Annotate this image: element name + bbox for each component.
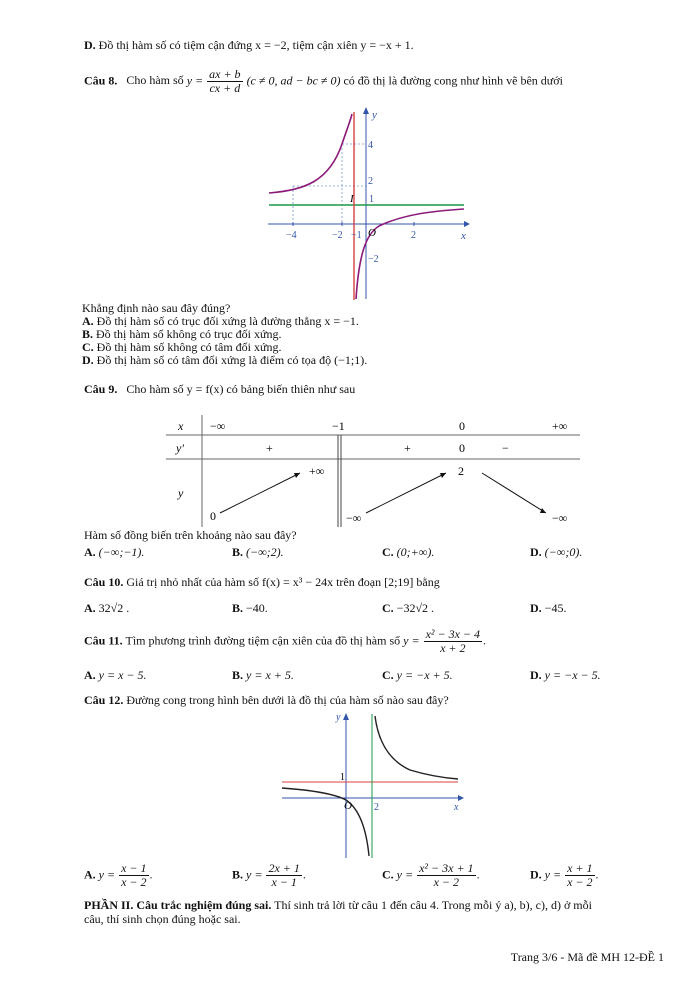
q12-option-b[interactable]: B. y = $\frac{2x + 1}{x - 1}$ .	[232, 861, 306, 889]
x-tick-label: 2	[411, 230, 416, 241]
stem-text: Tìm phương trình đường tiệm cận xiên của đồ thị hàm số	[125, 633, 401, 648]
q12-option-c[interactable]: C. y = $\frac{\text{x² − 3x + 1}}{x - 2}$ .	[382, 861, 480, 889]
option-label: D.	[530, 867, 542, 882]
option-label: A.	[84, 668, 96, 682]
question-label: Câu 11.	[84, 633, 123, 648]
option-label: B.	[232, 601, 244, 615]
y-axis-label: y	[336, 712, 341, 723]
arrow-head	[540, 508, 546, 513]
y-tick-label: 1	[369, 194, 374, 205]
part2-text: Thí sinh trả lời từ câu 1 đến câu 4. Trong mỗi ý a), b), c), d) ở mỗi	[274, 898, 592, 912]
q12-option-d[interactable]: D. y = $\frac{x + 1}{x - 2}$ .	[530, 861, 599, 889]
stem-tail: có đồ thị là đường cong như hình vẽ bên dưới	[343, 73, 563, 88]
q9-option-b[interactable]	[232, 545, 284, 560]
q12-graph	[280, 710, 464, 860]
yp-sign: 0	[459, 441, 465, 455]
option-label: C.	[382, 601, 394, 615]
q9-option-c[interactable]	[382, 545, 434, 560]
part2-line1	[84, 898, 592, 913]
x-axis-label: x	[454, 802, 459, 813]
option-text: y = x − 5.	[98, 668, 147, 682]
row-yp-label: y′	[176, 441, 184, 455]
question-label: Câu 12.	[84, 693, 124, 707]
option-label: A.	[84, 545, 96, 559]
numerator: x − 1	[121, 861, 147, 875]
option-text: −45.	[544, 601, 567, 615]
origin-label: O	[344, 800, 352, 812]
formula-prefix: y =	[403, 633, 420, 648]
arrow-increase	[366, 473, 446, 513]
option-label: D.	[530, 601, 542, 615]
numerator: 2x + 1	[268, 861, 300, 875]
option-text: y = x + 5.	[246, 668, 294, 682]
denominator: x − 2	[433, 875, 460, 889]
q11-option-d[interactable]	[530, 668, 601, 683]
option-text: (−∞;2).	[246, 545, 284, 559]
numerator: x + 1	[567, 861, 593, 875]
x-value: +∞	[552, 419, 568, 433]
y-axis-arrow	[363, 107, 369, 114]
q10-stem	[84, 575, 440, 590]
option-text: (−∞;−1).	[98, 545, 145, 559]
y-value-peak: 2	[458, 464, 464, 478]
option-text: −32√2 .	[396, 601, 435, 615]
q11-option-b[interactable]	[232, 668, 294, 683]
denominator: x − 2	[567, 875, 593, 889]
yp-sign: +	[266, 441, 273, 455]
stem-text: Giá trị nhỏ nhất của hàm số f(x) = x³ − 24x trên đoạn [2;19] bằng	[126, 575, 440, 589]
arrow-decrease	[482, 473, 546, 513]
option-label: A.	[82, 314, 94, 328]
row-x-label: x	[178, 419, 184, 433]
q9-option-d[interactable]	[530, 545, 582, 560]
option-prefix: y =	[544, 867, 562, 882]
table-frame	[166, 415, 580, 527]
page-footer: Trang 3/6 - Mã đề MH 12-ĐỀ 1	[510, 950, 664, 964]
x-value: −∞	[210, 419, 226, 433]
question-label: Câu 8.	[84, 73, 118, 88]
q8-stem	[84, 68, 563, 95]
x-tick-label: −4	[286, 230, 297, 241]
origin-label: O	[368, 227, 376, 239]
q8-question: Khẳng định nào sau đây đúng?	[82, 301, 231, 315]
option-label: A.	[84, 867, 96, 882]
option-text: Đồ thị hàm số không có trục đối xứng.	[96, 327, 282, 341]
option-fraction	[119, 862, 148, 889]
q10-option-c[interactable]	[382, 601, 434, 616]
y-axis-arrow	[343, 713, 349, 720]
y-tick-label: 4	[368, 140, 373, 151]
curve-right-branch	[375, 716, 458, 779]
x-value: 0	[459, 419, 465, 433]
option-label: C.	[382, 867, 394, 882]
option-text: Đồ thị hàm số có trục đối xứng là đường thẳng x = −1.	[96, 314, 359, 328]
option-prefix: y =	[396, 867, 414, 882]
yp-sign: +	[404, 441, 411, 455]
option-label: C.	[382, 668, 394, 682]
denominator: x − 1	[271, 875, 297, 889]
option-text: y = −x + 5.	[396, 668, 453, 682]
x-axis-label: x	[461, 230, 466, 242]
y-tick-label: 2	[368, 176, 373, 187]
prev-option-d	[84, 38, 414, 53]
part2-title: PHẦN II. Câu trắc nghiệm đúng sai.	[84, 898, 272, 912]
x-tick-label: −2	[332, 230, 343, 241]
option-label: B.	[232, 867, 244, 882]
arrow-increase	[220, 473, 300, 513]
denominator: x − 2	[121, 875, 147, 889]
option-fraction	[417, 862, 475, 889]
option-text: 32√2 .	[98, 601, 130, 615]
denominator: x + 2	[440, 641, 466, 655]
option-fraction	[565, 862, 594, 889]
q12-option-a[interactable]: A. y = $\frac{x - 1}{x - 2}$ .	[84, 861, 153, 889]
numerator: x² − 3x − 4	[425, 627, 481, 641]
q8-option-d[interactable]	[82, 353, 367, 368]
condition: (c ≠ 0, ad − bc ≠ 0)	[246, 73, 341, 88]
y-value-left-top: +∞	[309, 464, 325, 478]
y-value-end: −∞	[552, 511, 568, 525]
q10-option-d[interactable]	[530, 601, 566, 616]
option-text: Đồ thị hàm số có tâm đối xứng là điểm có tọa độ (−1;1).	[96, 353, 368, 367]
option-label: A.	[84, 601, 96, 615]
denominator: cx + d	[209, 81, 241, 95]
q10-option-b[interactable]	[232, 601, 268, 616]
q9-stem	[84, 382, 355, 397]
option-label: C.	[82, 340, 94, 354]
question-label: Câu 9.	[84, 382, 118, 396]
option-label: D.	[84, 38, 96, 52]
option-text: y = −x − 5.	[544, 668, 601, 682]
stem-text: Đường cong trong hình bên dưới là đồ thị của hàm số nào sau đây?	[126, 693, 449, 707]
question-label: Câu 10.	[84, 575, 124, 589]
option-label: B.	[232, 668, 244, 682]
x-axis-arrow	[458, 795, 464, 801]
y-value-right-bottom: −∞	[346, 511, 362, 525]
option-fraction	[266, 862, 301, 889]
curve-left-branch	[269, 114, 352, 193]
y-value-start: 0	[210, 509, 216, 523]
x-axis-arrow	[464, 221, 470, 227]
option-label: B.	[232, 545, 244, 559]
point-i-label: I	[350, 193, 354, 205]
y-tick-label: 1	[340, 772, 345, 783]
option-label: D.	[530, 668, 542, 682]
option-text: Đồ thị hàm số có tiệm cận đứng x = −2, tiệm cận xiên y = −x + 1.	[98, 38, 414, 52]
option-text: (0;+∞).	[396, 545, 435, 559]
option-text: −40.	[246, 601, 268, 615]
option-label: B.	[82, 327, 94, 341]
q10-option-a[interactable]	[84, 601, 129, 616]
q9-variation-table	[166, 415, 580, 527]
q8-graph	[264, 104, 474, 304]
x-tick-label: −1	[351, 230, 362, 241]
y-tick-label: −2	[368, 254, 379, 265]
numerator: ax + b	[209, 67, 241, 81]
q9-option-a[interactable]	[84, 545, 144, 560]
q9-question: Hàm số đồng biến trên khoảng nào sau đây?	[84, 528, 297, 542]
x-value: −1	[332, 419, 345, 433]
option-label: D.	[82, 353, 94, 367]
option-text: Đồ thị hàm số không có tâm đối xứng.	[96, 340, 282, 354]
q12-stem	[84, 693, 449, 708]
part2-line2: câu, thí sinh chọn đúng hoặc sai.	[84, 912, 241, 926]
row-y-label: y	[178, 486, 184, 500]
option-prefix: y =	[246, 867, 263, 882]
formula-prefix: y =	[186, 73, 204, 88]
fraction	[424, 628, 482, 655]
option-label: C.	[382, 545, 394, 559]
option-text: (−∞;0).	[544, 545, 583, 559]
q11-stem: Câu 11. Tìm phương trình đường tiệm cận xiên của đồ thị hàm số y = $\frac{\text{x² − 3x − 4}}{x + 2}$ .	[84, 627, 487, 655]
q11-option-a[interactable]	[84, 668, 147, 683]
option-label: D.	[530, 545, 542, 559]
x-tick-label: 2	[374, 802, 379, 813]
y-axis-label: y	[372, 109, 377, 121]
stem-text: Cho hàm số y = f(x) có bảng biến thiên như sau	[126, 382, 356, 396]
fraction	[207, 68, 242, 95]
option-prefix: y =	[98, 867, 116, 882]
numerator: x² − 3x + 1	[419, 861, 474, 875]
yp-sign: −	[502, 441, 509, 455]
q11-option-c[interactable]	[382, 668, 453, 683]
stem-intro: Cho hàm số	[126, 73, 184, 88]
